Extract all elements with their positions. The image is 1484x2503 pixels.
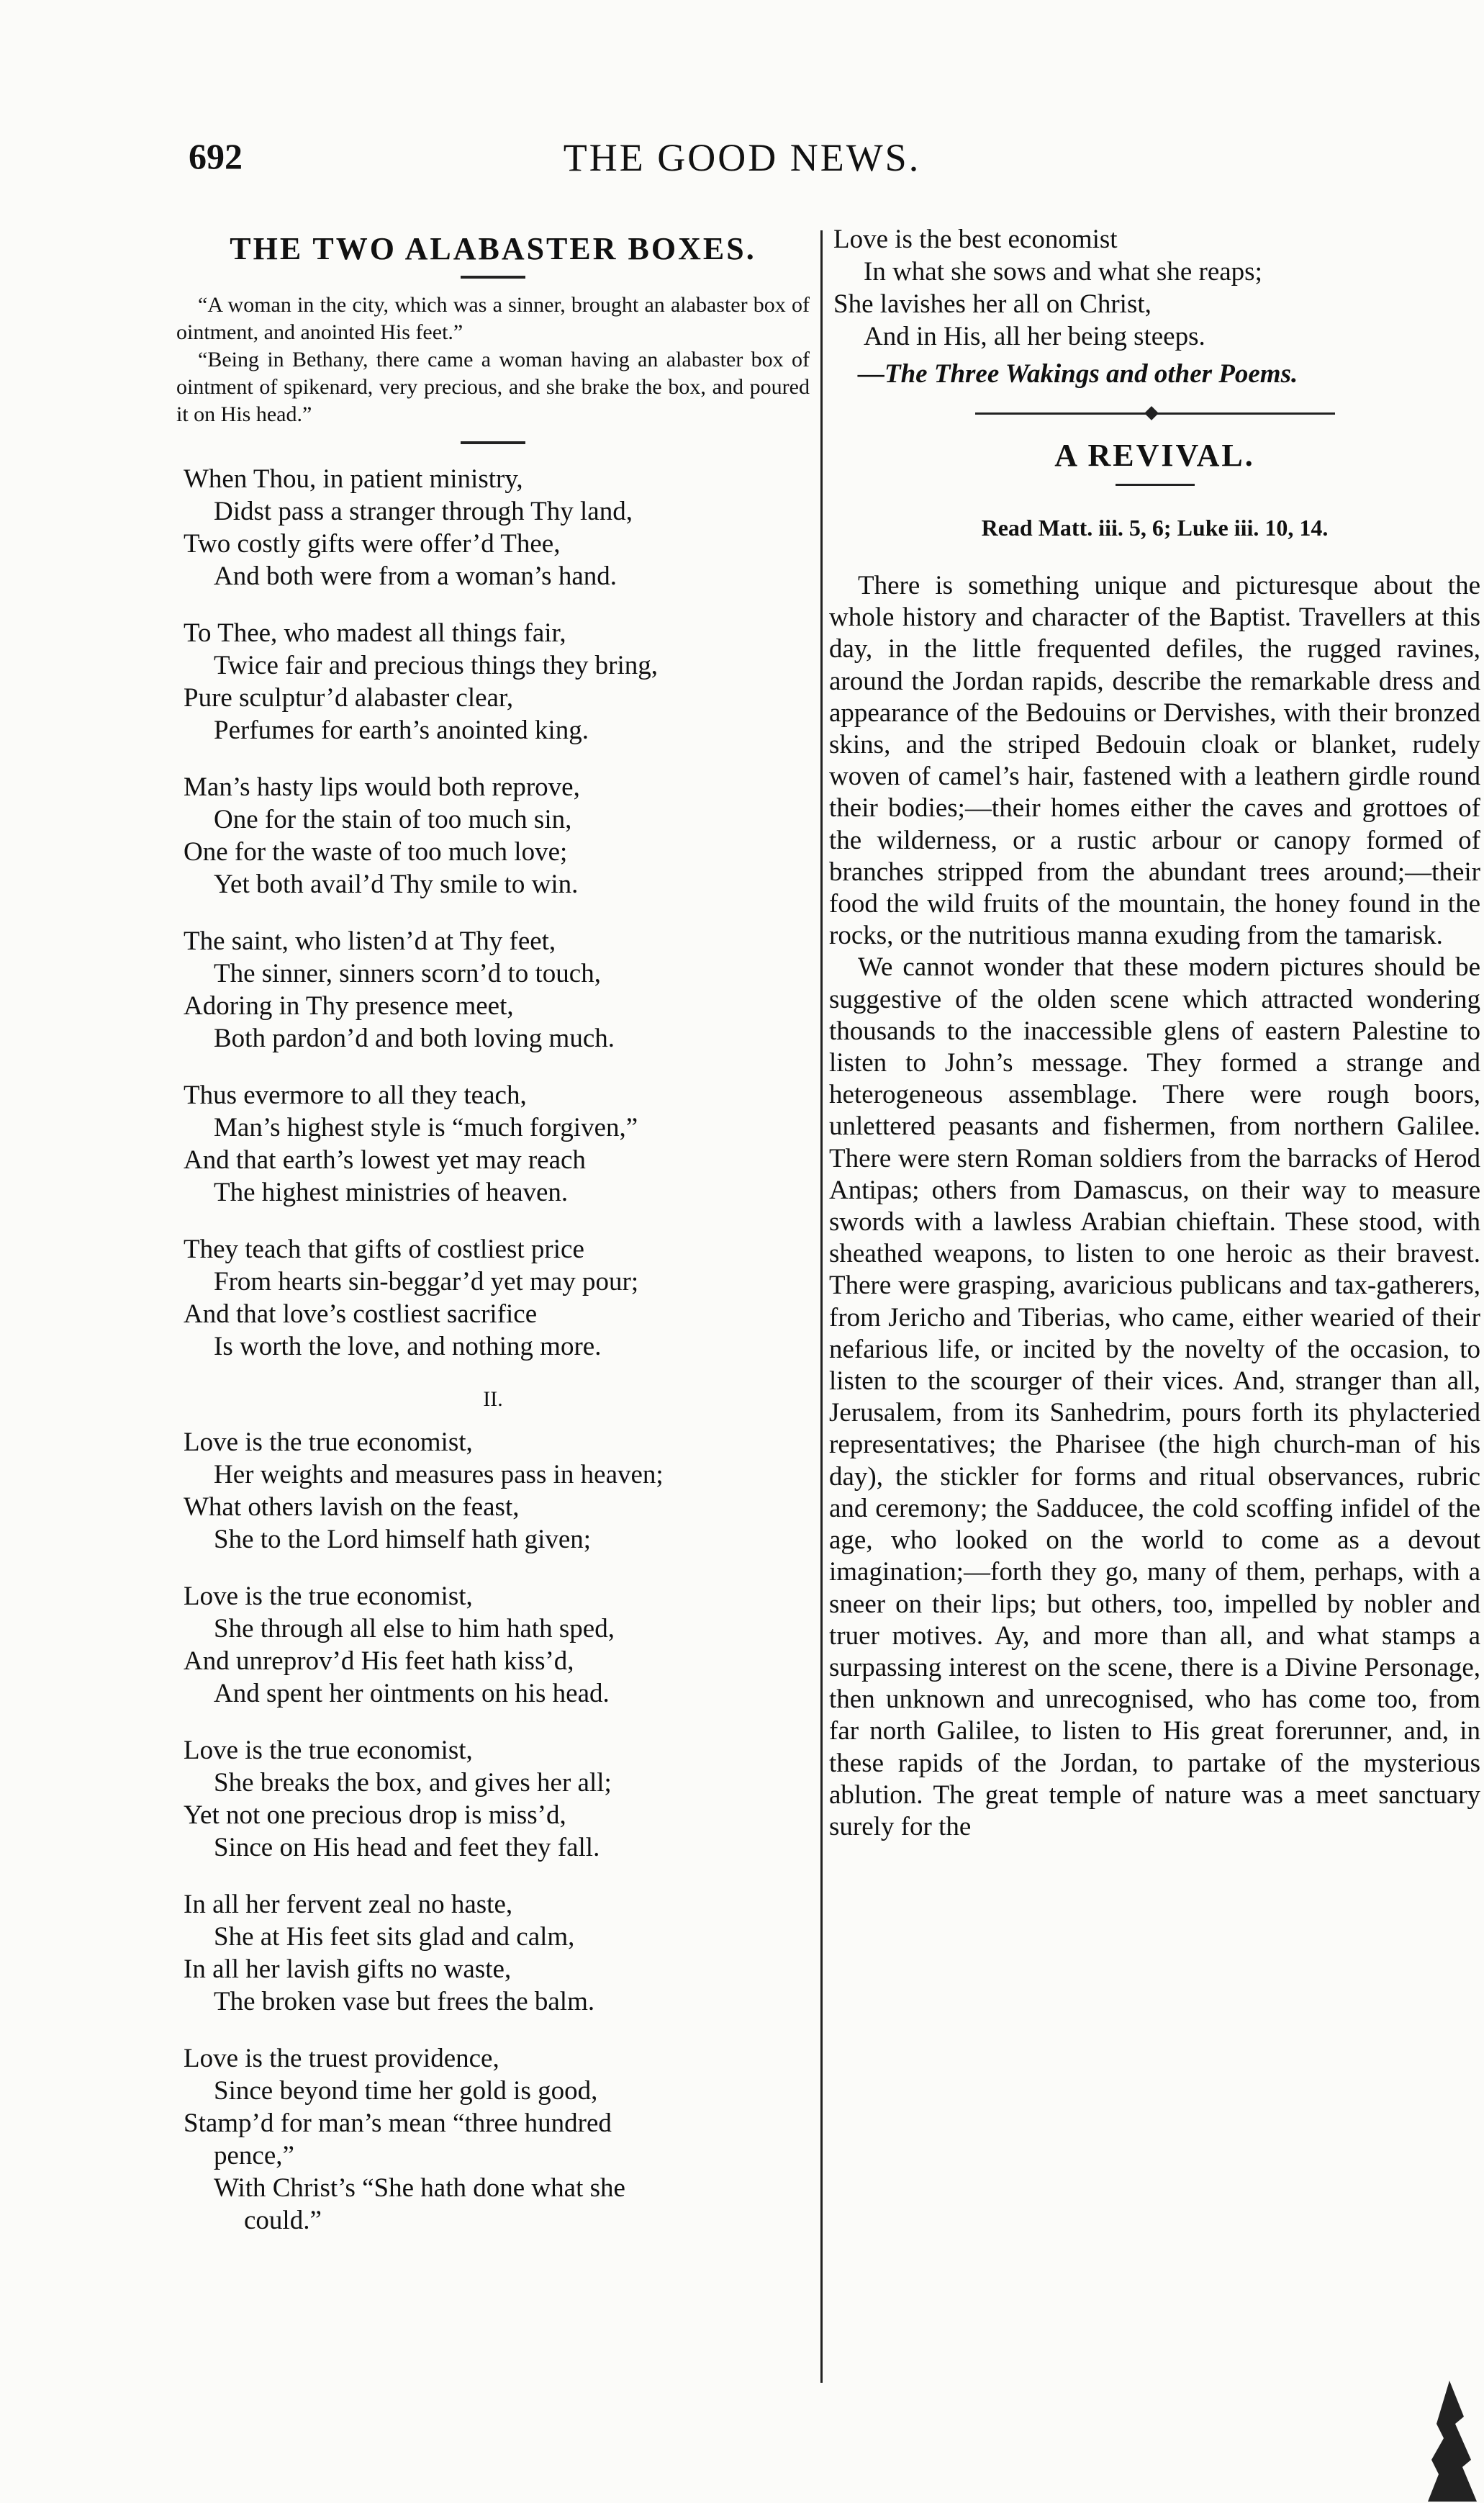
article-body [829, 570, 1480, 1843]
verse-line: Perfumes for earth’s anointed king. [214, 716, 589, 745]
verse-line: The saint, who listen’d at Thy feet, [184, 926, 556, 956]
verse-line: In all her fervent zeal no haste, [184, 1890, 513, 1919]
epigraph-rule [461, 441, 525, 444]
verse-line: Man’s hasty lips would both reprove, [184, 772, 580, 802]
epigraph [176, 292, 810, 428]
verse-line: They teach that gifts of costliest price [184, 1235, 584, 1264]
verse-line: In what she sows and what she reaps; [864, 257, 1262, 287]
verse-line: Love is the truest providence, [184, 2044, 499, 2073]
stanza [184, 1426, 810, 1556]
verse-line: Thus evermore to all they teach, [184, 1081, 527, 1110]
verse-line: Love is the best economist [833, 225, 1118, 254]
verse-line: And in His, all her being steeps. [864, 322, 1205, 351]
stanza-continued [833, 223, 1480, 353]
verse-line: Didst pass a stranger through Thy land, [214, 497, 633, 526]
verse-line: And that love’s costliest sacrifice [184, 1299, 538, 1329]
verse-line: She breaks the box, and gives her all; [214, 1768, 612, 1798]
verse-line: The broken vase but frees the balm. [214, 1987, 595, 2016]
stanza [184, 771, 810, 901]
article-title: A REVIVAL. [1054, 438, 1255, 473]
verse-line: And that earth’s lowest yet may reach [184, 1145, 586, 1175]
ornament-diamond-icon [1144, 406, 1159, 420]
verse-line: Pure sculptur’d alabaster clear, [184, 683, 514, 713]
left-column [176, 223, 810, 2237]
verse-line: Twice fair and precious things they bring, [214, 651, 658, 680]
verse-line: Man’s highest style is “much forgiven,” [214, 1113, 638, 1142]
stanza [184, 1233, 810, 1363]
verse-line: Stamp’d for man’s mean “three hundred [184, 2109, 612, 2138]
verse-line: One for the stain of too much sin, [214, 805, 572, 834]
verse-line: Both pardon’d and both loving much. [214, 1024, 615, 1053]
verse-line: And unreprov’d His feet hath kiss’d, [184, 1646, 574, 1676]
poem-title: THE TWO ALABASTER BOXES. [230, 231, 756, 266]
verse-line: Since on His head and feet they fall. [214, 1833, 600, 1862]
verse-line: With Christ’s “She hath done what she [214, 2173, 625, 2203]
verse-line: She at His feet sits glad and calm, [214, 1922, 575, 1952]
journal-title: THE GOOD NEWS. [563, 136, 921, 179]
verse-line: Is worth the love, and nothing more. [214, 1332, 602, 1361]
verse-line: Love is the true economist, [184, 1582, 473, 1611]
verse-line: When Thou, in patient ministry, [184, 464, 523, 494]
verse-line: In all her lavish gifts no waste, [184, 1954, 512, 1984]
section-number: II. [483, 1387, 503, 1411]
verse-line: She to the Lord himself hath given; [214, 1525, 592, 1554]
verse-line: Love is the true economist, [184, 1428, 473, 1457]
page-edge-stain-icon [1399, 2373, 1478, 2503]
verse-line: Two costly gifts were offer’d Thee, [184, 529, 561, 559]
stanza [184, 617, 810, 747]
verse-line: Since beyond time her gold is good, [214, 2076, 598, 2106]
stanza [184, 1580, 810, 1710]
stanza [184, 925, 810, 1055]
verse-line: pence,” [214, 2141, 294, 2170]
verse-line: To Thee, who madest all things fair, [184, 618, 566, 648]
article-title-rule [1116, 484, 1195, 486]
verse-line: Her weights and measures pass in heaven; [214, 1460, 664, 1489]
title-rule [461, 276, 525, 279]
verse-line: Yet not one precious drop is miss’d, [184, 1800, 566, 1830]
stanza [184, 1079, 810, 1209]
verse-line: One for the waste of too much love; [184, 837, 568, 867]
verse-line: What others lavish on the feast, [184, 1492, 520, 1522]
poem-attribution: —The Three Wakings and other Poems. [858, 359, 1298, 389]
verse-line: From hearts sin-beggar’d yet may pour; [214, 1267, 639, 1296]
article-paragraph: We cannot wonder that these modern pictures should be suggestive of the olden scene which attracted wondering thousands to the inaccessible glens of eastern Palestine to listen to John’s message. They formed a strange and heterogeneous assemblage. There were rough boors, unlettered peasants and fishermen, from northern Galilee. There were stern Roman soldiers from the barracks of Herod Antipas; others from Damascus, on their way to measure swords with a lawless Arabian chieftain. These stood, with sheathed weapons, to listen to one heroic as their bravest. There were grasping, avaricious publicans and tax-gatherers, from Jericho and Tiberias, who came, either wearied of their nefarious life, or incited by the novelty of the occasion, to listen to the scourger of their vices. And, stranger than all, Jerusalem, from its Sanhedrim, pours forth its phylacteried representatives; the Pharisee (the high church-man of his day), the stickler for forms and ritual observances, rubric and ceremony; the Sadducee, the cold scoffing infidel of the age, who looked on the world to come as a devout imagination;—forth they go, many of them, perhaps, with a sneer on their lips; but others, too, impelled by nobler and truer motives. Ay, and more than all, and what stamps a surpassing interest on the scene, there is a Divine Personage, then unknown and unrecognised, who has come too, from far north Galilee, to listen to His great forerunner, and, in these rapids of the Jordan, to partake of the mysterious ablution. The great temple of nature was a meet sanctuary surely for the [829, 952, 1480, 1841]
stanza [184, 463, 810, 592]
verse-line: The highest ministries of heaven. [214, 1178, 569, 1207]
ornamental-rule [975, 408, 1335, 418]
scripture-reference: Read Matt. iii. 5, 6; Luke iii. 10, 14. [981, 515, 1329, 541]
verse-line: She lavishes her all on Christ, [833, 289, 1152, 319]
right-column [829, 223, 1480, 1843]
stanza [184, 1888, 810, 2018]
verse-line: Adoring in Thy presence meet, [184, 991, 514, 1021]
article-paragraph: There is something unique and picturesque about the whole history and character of the Baptist. Travellers at this day, in the little frequented defiles, the rugged ravines, around the Jordan rapids, describe the remarkable dress and appearance of the Bedouins or Dervishes, with their bronzed skins, and the striped Bedouin cloak or blanket, rudely woven of camel’s hair, fastened with a leathern girdle round their bodies;—their homes either the caves and grottoes of the wilderness, or a rustic arbour or canopy formed of branches stripped from the abundant trees around;—their food the wild fruits of the mountain, the honey found in the rocks, or the nutritious manna exuding from the tamarisk. [829, 571, 1480, 951]
verse-line: could.” [244, 2206, 322, 2235]
verse-line: Yet both avail’d Thy smile to win. [214, 870, 579, 899]
verse-line: She through all else to him hath sped, [214, 1614, 615, 1643]
page-number: 692 [189, 136, 243, 176]
running-head [0, 135, 1484, 193]
column-divider [820, 230, 823, 2383]
verse-line: And spent her ointments on his head. [214, 1679, 610, 1708]
stanza [184, 2042, 810, 2237]
stanza [184, 1734, 810, 1864]
epigraph-quote: “Being in Bethany, there came a woman having an alabaster box of ointment of spikenard, very precious, and she brake the box, and poured it on His head.” [176, 348, 810, 426]
verse-line: The sinner, sinners scorn’d to touch, [214, 959, 601, 988]
epigraph-quote: “A woman in the city, which was a sinner, brought an alabaster box of ointment, and anointed His feet.” [176, 293, 810, 344]
verse-line: Love is the true economist, [184, 1736, 473, 1765]
verse-line: And both were from a woman’s hand. [214, 562, 617, 591]
